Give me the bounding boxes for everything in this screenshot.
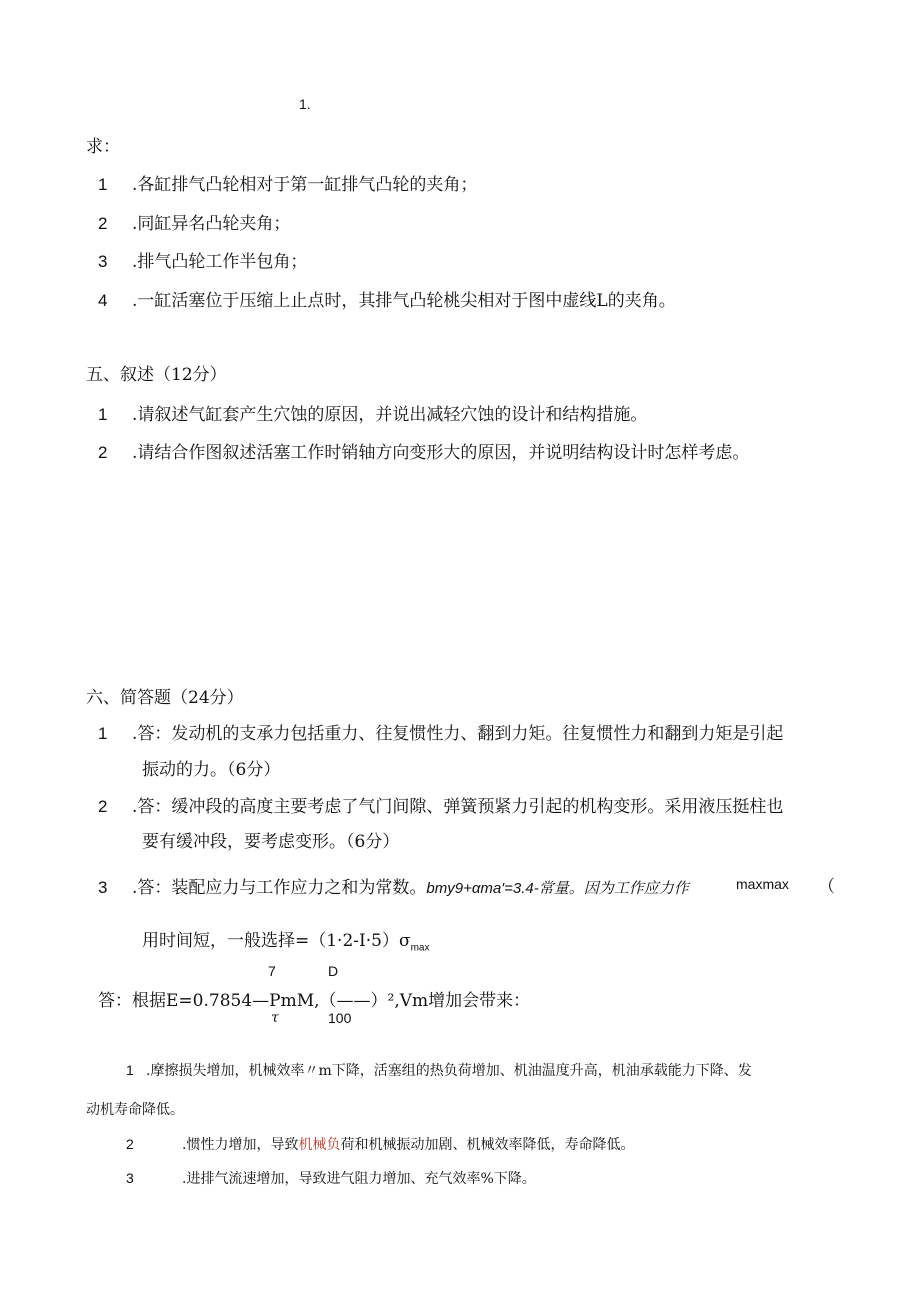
item-text: .排气凸轮工作半包角； xyxy=(132,252,308,272)
item-text: .请结合作图叙述活塞工作时销轴方向变形大的原因，并说明结构设计时怎样考虑。 xyxy=(132,443,750,463)
sigma-subscript: max xyxy=(410,942,430,954)
requirement-item-2 xyxy=(98,209,290,234)
answer-formula-line: 答：根据E=0.7854—PmM,（——）²,Vm增加会带来： xyxy=(98,991,531,1011)
section6-heading: 六、简答题（24分） xyxy=(86,688,244,708)
requirement-item-3 xyxy=(98,247,307,272)
item-text: .答：发动机的支承力包括重力、往复惯性力、翻到力矩。往复惯性力和翻到力矩是引起 xyxy=(132,724,784,744)
item-text: .答：缓冲段的高度主要考虑了气门间隙、弹簧预紧力引起的机构变形。采用液压挺柱也 xyxy=(132,797,784,817)
item-number: 2 xyxy=(98,443,108,462)
section5-heading: 五、叙述（12分） xyxy=(86,365,227,385)
item-number: 1 xyxy=(98,175,108,194)
answer-item-3 xyxy=(126,1168,536,1188)
formula-denominator-100: 100 xyxy=(328,1010,352,1026)
answer-item-1 xyxy=(126,1060,752,1080)
highlighted-text: 机械负 xyxy=(298,1137,341,1153)
requirement-item-4 xyxy=(98,286,676,311)
item-text: 用时间短，一般选择=（1·2-I·5）σ xyxy=(142,931,411,951)
section6-item-3-cont xyxy=(142,926,429,953)
item-text: .一缸活塞位于压缩上止点时，其排气凸轮桃尖相对于图中虚线L的夹角。 xyxy=(132,291,676,311)
stress-formula: bmy9+αma'=3.4-常量。因为工作应力作 xyxy=(426,880,689,897)
section5-item-2 xyxy=(98,438,749,463)
formula-numerator-7: 7 xyxy=(268,963,276,979)
item-number: 2 xyxy=(98,214,108,233)
item-number: 3 xyxy=(126,1170,134,1186)
open-paren: （ xyxy=(818,877,835,897)
item-text: .请叙述气缸套产生穴蚀的原因，并说出减轻穴蚀的设计和结构措施。 xyxy=(132,405,648,425)
answer-item-2 xyxy=(126,1134,634,1154)
answer-item-1-cont: 动机寿命降低。 xyxy=(86,1102,184,1118)
item-number: 2 xyxy=(126,1136,134,1152)
item-text: .惯性力增加，导致 xyxy=(182,1137,299,1153)
item-text: .各缸排气凸轮相对于第一缸排气凸轮的夹角； xyxy=(132,175,478,195)
item-number: 1 xyxy=(98,724,108,743)
requirements-heading: 求： xyxy=(86,137,120,157)
maxmax-label: maxmax xyxy=(736,876,789,892)
item-number: 1 xyxy=(98,405,108,424)
item-text: .摩擦损失增加，机械效率〃m下降，活塞组的热负荷增加、机油温度升高，机油承载能力下降、发 xyxy=(146,1063,752,1079)
section5-item-1 xyxy=(98,400,647,425)
item-number: 3 xyxy=(98,252,108,271)
requirement-item-1 xyxy=(98,170,477,195)
section6-item-1-cont: 振动的力。（6分） xyxy=(142,760,281,780)
section6-item-1 xyxy=(98,719,783,744)
item-text: 荷和机械振动加剧、机械效率降低，寿命降低。 xyxy=(340,1137,635,1153)
item-text: .进排气流速增加，导致进气阻力增加、充气效率%下降。 xyxy=(182,1171,536,1187)
item-number: 2 xyxy=(98,797,108,816)
item-text: .同缸异名凸轮夹角； xyxy=(132,214,291,234)
item-text: .答：装配应力与工作应力之和为常数。 xyxy=(132,878,427,898)
formula-numerator-d: D xyxy=(328,963,339,979)
section6-item-2 xyxy=(98,792,783,817)
item-number: 4 xyxy=(98,291,108,310)
item-number: 1 xyxy=(126,1062,134,1078)
item-number: 3 xyxy=(98,878,108,897)
section6-item-2-cont: 要有缓冲段，要考虑变形。（6分） xyxy=(142,832,400,852)
formula-denominator-tau: τ xyxy=(271,1010,279,1026)
section6-item-3 xyxy=(98,873,689,898)
page-number: 1. xyxy=(299,96,311,112)
